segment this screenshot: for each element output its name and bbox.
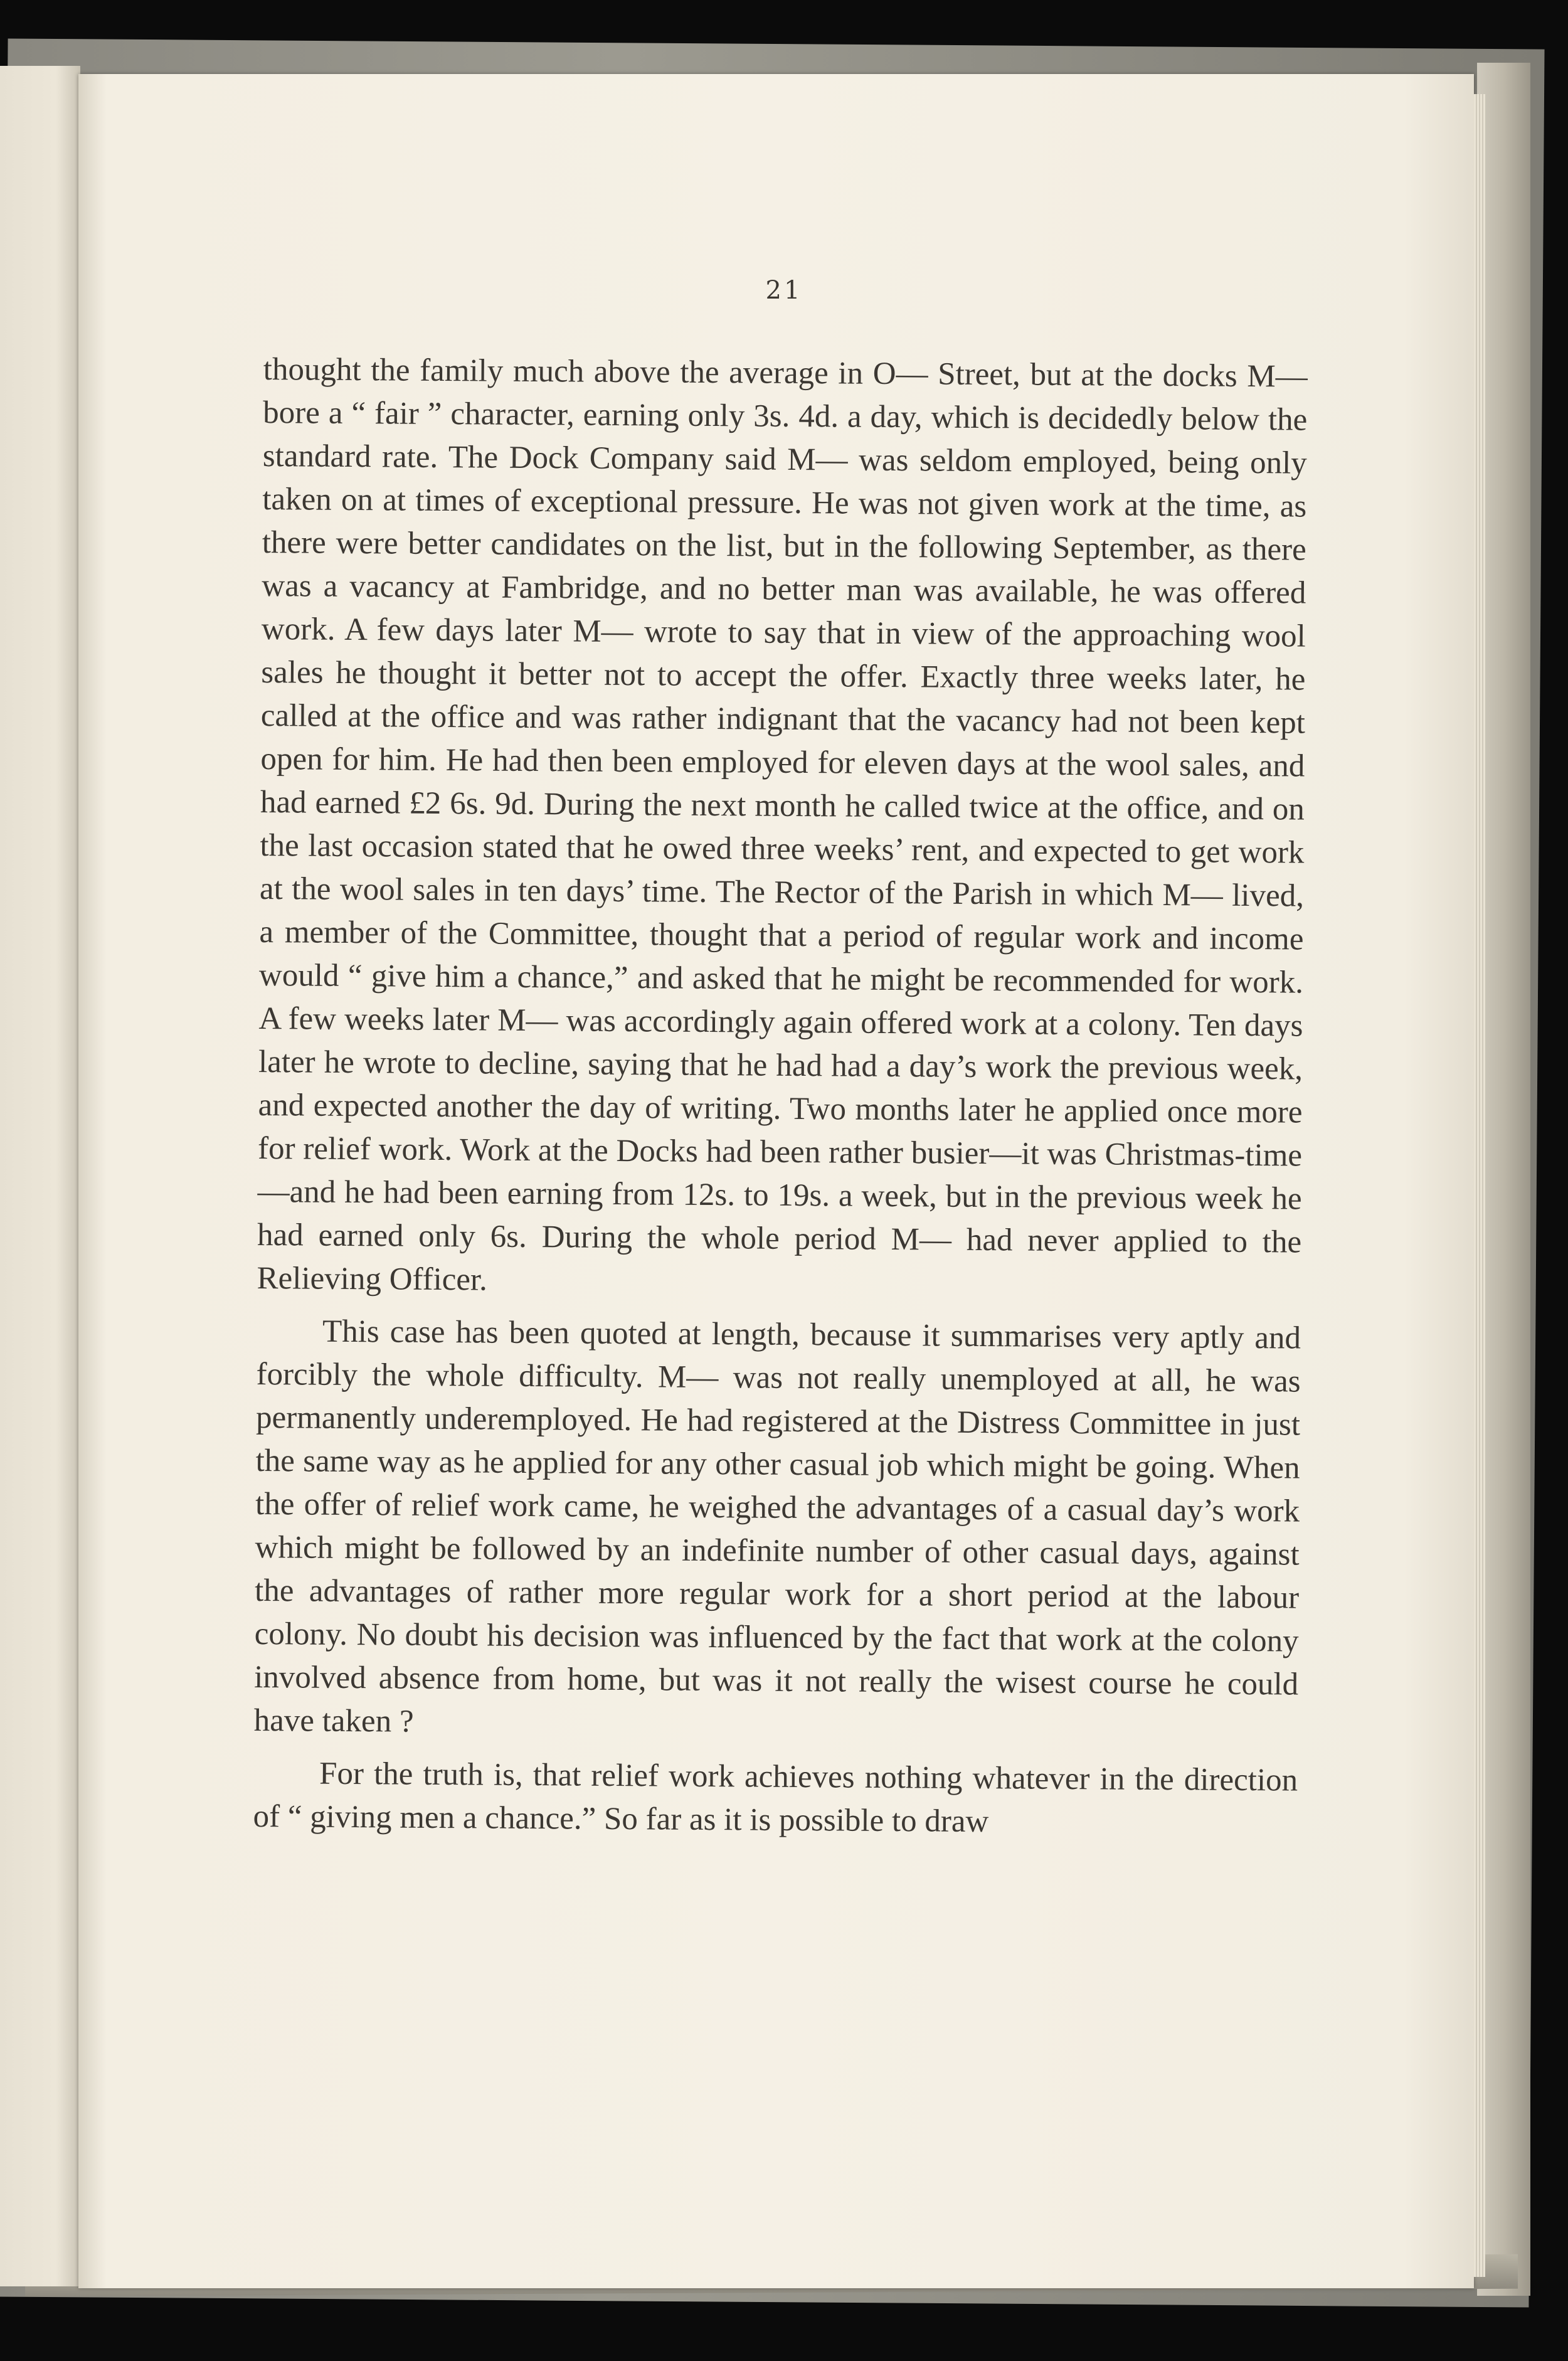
body-text (253, 348, 1308, 1846)
paragraph-1: thought the family much above the average in O— Street, but at the docks M— bore a “ fair ” character, earning only 3s. 4d. a day, which is decidedly below the standard rate. The Dock Company said M— was seldom employed, being only taken on at times of exceptional pressure. He was not given work at the time, as there were better candidates on the list, but in the following September, as there was a vacancy at Fambridge, and no better man was available, he was offered work. A few days later M— wrote to say that in view of the approaching wool sales he thought it better not to accept the offer. Exactly three weeks later, he called at the office and was rather indignant that the vacancy had not been kept open for him. He had then been employed for eleven days at the wool sales, and had earned £2 6s. 9d. During the next month he called twice at the office, and on the last occasion stated that he owed three weeks’ rent, and expected to get work at the wool sales in ten days’ time. The Rector of the Parish in which M— lived, a member of the Committee, thought that a period of regular work and income would “ give him a chance,” and asked that he might be recommended for work. A few weeks later M— was accordingly again offered work at a colony. Ten days later he wrote to decline, saying that he had had a day’s work the previous week, and expected another the day of writing. Two months later he applied once more for relief work. Work at the Docks had been rather busier—it was Christmas-time—and he had been earning from 12s. to 19s. a week, but in the previous week he had earned only 6s. During the whole period M— had never applied to the Relieving Officer. (257, 351, 1308, 1298)
page-stack-edges (1474, 94, 1485, 2277)
page-number: 21 (765, 276, 803, 305)
left-page-fragment (0, 66, 80, 2286)
paragraph-3: For the truth is, that relief work achieves nothing whatever in the direction of “ giving men a chance.” So far as it is possible to draw (253, 1756, 1298, 1840)
paragraph-2: This case has been quoted at length, because it summarises very aptly and forcibly the whole difficulty. M— was not really unemployed at all, he was permanently underemployed. He had registered at the Distress Committee in just the same way as he applied for any other casual job which might be going. When the offer of relief work came, he weighed the advantages of a casual day’s work which might be followed by an indefinite number of other casual days, against the advantages of rather more regular work for a short period at the labour colony. No doubt his decision was influenced by the fact that work at the colony involved absence from home, but was it not really the wisest course he could have taken ? (253, 1313, 1301, 1739)
